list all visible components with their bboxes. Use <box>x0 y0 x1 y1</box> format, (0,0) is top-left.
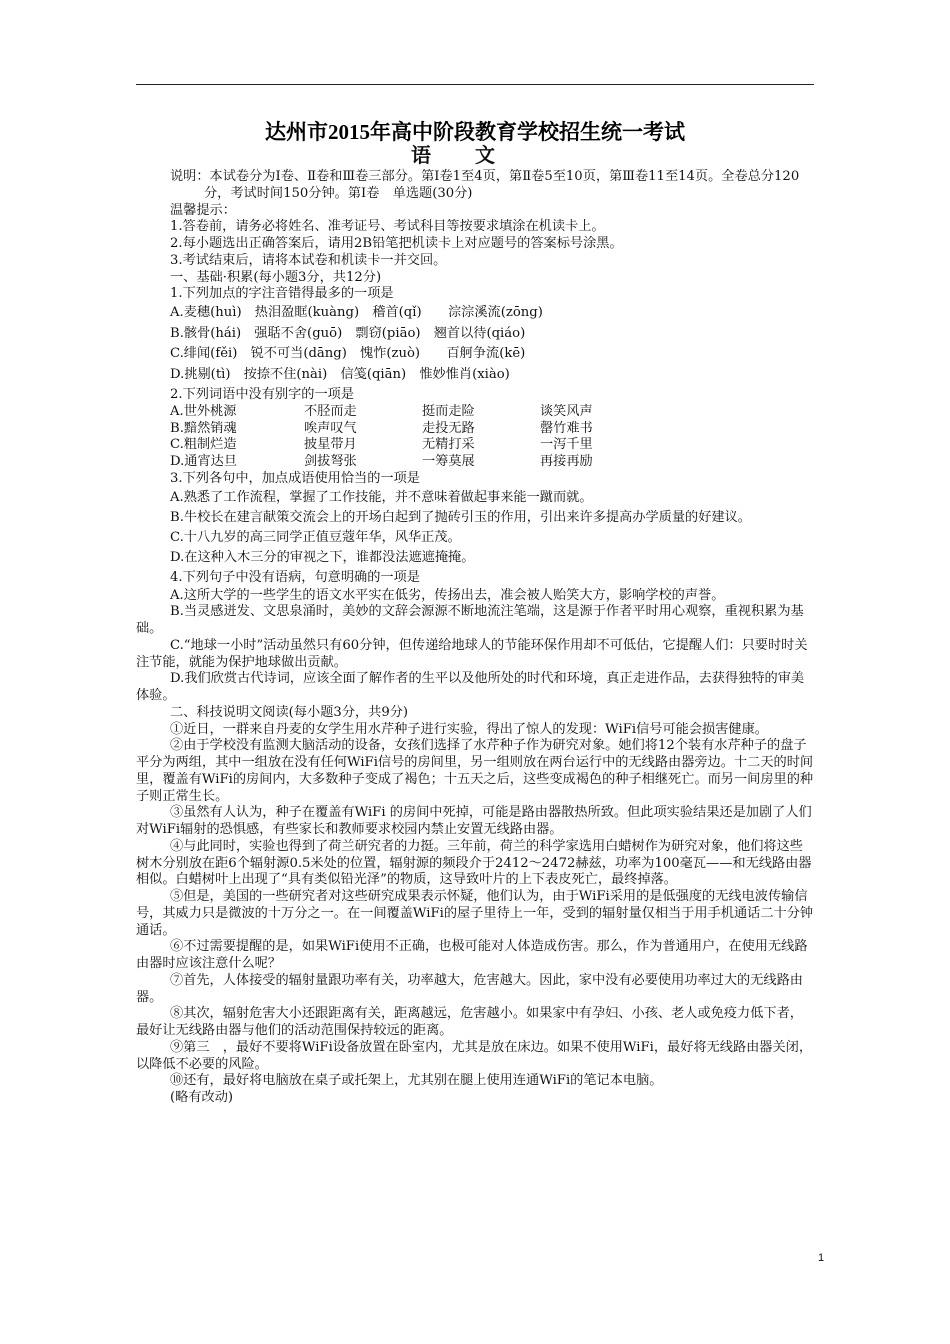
answer-option: C.十八九岁的高三同学正值豆蔻年华，风华正茂。 <box>170 529 461 545</box>
answer-option: B.骸骨(hái) 强聒不舍(guō) 剽窃(piāo) 翘首以待(qiáo) <box>170 325 526 341</box>
answer-option: B.当灵感迸发、文思泉涌时，美妙的文辞会源源不断地流注笔端，这是源于作者平时用心观察，重视积累为基础。 <box>136 604 804 636</box>
word-row <box>136 437 816 454</box>
question-stem: 1.下列加点的字注音错得最多的一项是 <box>170 286 394 302</box>
question-stem: 3.下列各句中，加点成语使用恰当的一项是 <box>170 470 420 486</box>
word-row <box>136 404 816 421</box>
tip-item: 3.考试结束后，请将本试卷和机读卡一并交回。 <box>170 252 447 268</box>
article-paragraph: ⑦首先，人体接受的辐射量跟功率有关，功率越大，危害越大。因此，家中没有必要使用功率过大的无线路由器。 <box>136 972 803 1005</box>
word-cell: B.黯然销魂 <box>170 420 237 436</box>
section-heading: 一、基础·积累(每小题3分，共12分) <box>170 269 382 285</box>
article-paragraph: ⑧其次，辐射危害大小还跟距离有关，距离越远，危害越小。如果家中有孕妇、小孩、老人或免疫力低下者，最好让无线路由器与他们的活动范围保持较远的距离。 <box>136 1006 803 1038</box>
tip-item: 2.每小题选出正确答案后，请用2B铅笔把机读卡上对应题号的答案标号涂黑。 <box>170 236 623 251</box>
word-cell: 一筹莫展 <box>422 454 475 469</box>
answer-option: A.这所大学的一些学生的语文水平实在低劣，传扬出去，准会被人贻笑大方，影响学校的声誉。 <box>170 587 725 603</box>
exam-instructions: 说明：本试卷分为Ⅰ卷、Ⅱ卷和Ⅲ卷三部分。第Ⅰ卷1至4页，第Ⅱ卷5至10页，第Ⅲ卷11至14页。全卷总分120分，考试时间150分钟。第Ⅰ卷 单选题(30分) <box>170 169 800 201</box>
tip-item: 1.答卷前，请务必将姓名、准考证号、考试科目等按要求填涂在机读卡上。 <box>170 219 605 235</box>
word-cell: 谈笑风声 <box>540 403 593 419</box>
article-paragraph: ⑩还有，最好将电脑放在桌子或托架上，尤其别在腿上使用连通WiFi的笔记本电脑。 <box>170 1073 663 1089</box>
header-rule <box>136 84 814 85</box>
subject-title: 语文 <box>411 145 539 167</box>
word-cell: 剑拔弩张 <box>304 454 357 469</box>
answer-option: C.“地球一小时”活动虽然只有60分钟，但传递给地球人的节能环保作用却不可低估，它提醒人们：只要时时关注节能，就能为保护地球做出贡献。 <box>136 637 808 670</box>
answer-option: D.在这种入木三分的审视之下，谁都没法遮遮掩掩。 <box>170 549 475 565</box>
question-stem: 4.下列句子中没有语病，句意明确的一项是 <box>170 569 420 585</box>
section-heading: 二、科技说明文阅读(每小题3分，共9分) <box>170 704 409 720</box>
source-note: (略有改动) <box>170 1090 234 1105</box>
word-cell: 无精打采 <box>422 437 475 453</box>
answer-option: D.挑剔(tì) 按捺不住(nài) 信笺(qiān) 惟妙惟肖(xiào) <box>170 366 510 382</box>
answer-option: A.熟悉了工作流程，掌握了工作技能，并不意味着做起事来能一蹴而就。 <box>170 489 593 505</box>
article-paragraph: ①近日，一群来自丹麦的女学生用水芹种子进行实验，得出了惊人的发现：WiFi信号可能会损害健康。 <box>170 721 768 737</box>
question-stem: 2.下列词语中没有别字的一项是 <box>170 387 355 402</box>
exam-body <box>136 169 816 1107</box>
word-cell: A.世外桃源 <box>170 403 237 419</box>
exam-title: 达州市2015年高中阶段教育学校招生统一考试 <box>265 120 685 144</box>
word-cell: 不胫而走 <box>304 403 357 419</box>
word-cell: 走投无路 <box>422 420 475 436</box>
tips-heading: 温馨提示： <box>170 202 236 218</box>
answer-option: C.绯闻(fěi) 锐不可当(dāng) 愧怍(zuò) 百舸争流(kē) <box>170 346 526 361</box>
word-cell: 一泻千里 <box>540 437 593 453</box>
word-cell: 挺而走险 <box>422 403 475 419</box>
word-row <box>136 421 816 438</box>
answer-option: A.麦穗(huì) 热泪盈眶(kuàng) 稽首(qǐ) 淙淙溪流(zōng) <box>170 305 543 320</box>
word-cell: 唉声叹气 <box>304 420 357 436</box>
article-paragraph: ②由于学校没有监测大脑活动的设备，女孩们选择了水芹种子作为研究对象。她们将12个装有水芹种子的盘子平分为两组，其中一组放在没有任何WiFi信号的房间里，另一组则放在两台运行中的无线路由器旁边。十二天的时间里，覆盖有WiFi的房间内，大多数种子变成了褐色；十五天之后，这些变成褐色的种子相继死亡。而另一间房里的种子则正常生长。 <box>136 738 814 804</box>
word-row <box>136 454 816 471</box>
answer-option: B.牛校长在建言献策交流会上的开场白起到了抛砖引玉的作用，引出来许多提高办学质量的好建议。 <box>170 509 751 525</box>
article-paragraph: ⑨第三 ，最好不要将WiFi设备放置在卧室内，尤其是放在床边。如果不使用WiFi，最好将无线路由器关闭，以降低不必要的风险。 <box>136 1039 813 1072</box>
article-paragraph: ⑤但是，美国的一些研究者对这些研究成果表示怀疑，他们认为，由于WiFi采用的是低强度的无线电波传输信号，其威力只是微波的十万分之一。在一间覆盖WiFi的屋子里待上一年，受到的辐射量仅相当于用手机通话二十分钟通话。 <box>136 889 814 938</box>
article-paragraph: ④与此同时，实验也得到了荷兰研究者的力挺。三年前，荷兰的科学家选用白蜡树作为研究对象，他们将这些树木分别放在距6个辐射源0.5米处的位置，辐射源的频段介于2412～2472赫兹，功率为100毫瓦——和无线路由器相似。白蜡树叶上出现了“具有类似铅光泽”的物质，这导致叶片的上下表皮死亡，最终掉落。 <box>136 838 812 888</box>
article-paragraph: ③虽然有人认为，种子在覆盖有WiFi 的房间中死掉，可能是路由器散热所致。但此项实验结果还是加剧了人们对WiFi辐射的恐惧感，有些家长和教师要求校园内禁止安置无线路由器。 <box>136 805 812 837</box>
word-cell: 披星带月 <box>304 437 357 453</box>
word-cell: C.粗制烂造 <box>170 437 237 453</box>
page-number: 1 <box>818 1252 825 1264</box>
word-cell: 再接再励 <box>540 454 593 469</box>
answer-option: D.我们欣赏古代诗词，应该全面了解作者的生平以及他所处的时代和环境，真正走进作品，去获得独特的审美体验。 <box>136 671 805 703</box>
word-cell: D.通宵达旦 <box>170 454 238 469</box>
word-cell: 罄竹难书 <box>540 420 593 436</box>
article-paragraph: ⑥不过需要提醒的是，如果WiFi使用不正确，也极可能对人体造成伤害。那么，作为普通用户，在使用无线路由器时应该注意什么呢？ <box>136 939 808 971</box>
